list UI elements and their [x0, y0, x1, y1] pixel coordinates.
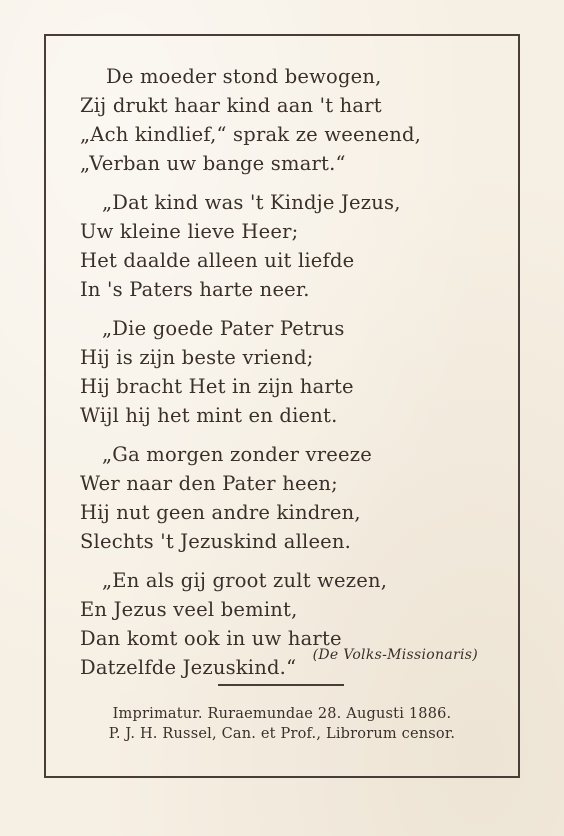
stanza-2 — [80, 188, 500, 304]
poem-line: Hij bracht Het in zijn harte — [80, 375, 354, 398]
poem-line: Dan komt ook in uw harte — [80, 627, 342, 650]
poem-attribution: (De Volks-Missionaris) — [312, 647, 478, 663]
poem-line: „Dat kind was 't Kindje Jezus, — [102, 191, 401, 214]
poem-line: De moeder stond bewogen, — [106, 65, 382, 88]
poem-line: Datzelfde Jezuskind.“ — [80, 656, 297, 679]
poem-line: En Jezus veel bemint, — [80, 598, 298, 621]
poem-line: „Verban uw bange smart.“ — [80, 152, 346, 175]
stanza-1 — [80, 62, 500, 178]
stanza-5 — [80, 566, 500, 682]
poem-line: Slechts 't Jezuskind alleen. — [80, 530, 352, 553]
poem-line: In 's Paters harte neer. — [80, 278, 310, 301]
poem-line: Hij is zijn beste vriend; — [80, 346, 314, 369]
stanza-4 — [80, 440, 500, 556]
poem-line: „Ach kindlief,“ sprak ze weenend, — [80, 123, 422, 146]
poem-line: „Ga morgen zonder vreeze — [102, 443, 372, 466]
poem-line: Zij drukt haar kind aan 't hart — [80, 94, 382, 117]
poem-line: Wer naar den Pater heen; — [80, 472, 338, 495]
poem-line: Het daalde alleen uit liefde — [80, 249, 355, 272]
censor-line: P. J. H. Russel, Can. et Prof., Librorum censor. — [108, 726, 456, 742]
stanza-3 — [80, 314, 500, 430]
imprimatur-line: Imprimatur. Ruraemundae 28. Augusti 1886. — [112, 706, 452, 722]
poem-line: „En als gij groot zult wezen, — [102, 569, 388, 592]
poem-line: Hij nut geen andre kindren, — [80, 501, 361, 524]
poem-line: „Die goede Pater Petrus — [102, 317, 345, 340]
poem-line: Wijl hij het mint en dient. — [80, 404, 338, 427]
poem — [80, 62, 500, 692]
divider-rule — [218, 684, 344, 686]
poem-line: Uw kleine lieve Heer; — [80, 220, 299, 243]
imprimatur-block — [44, 704, 520, 744]
